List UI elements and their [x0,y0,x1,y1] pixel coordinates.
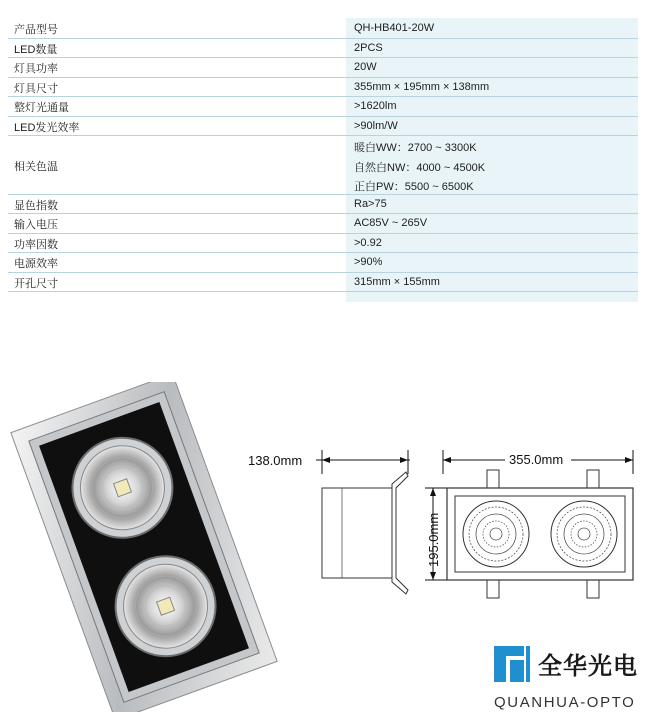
spec-value: 2PCS [354,41,383,54]
spec-label: 功率因数 [14,238,58,251]
spec-label: 灯具功率 [14,63,58,76]
spec-row [8,233,638,254]
spec-label: LED发光效率 [14,121,80,134]
spec-row [8,213,638,234]
spec-row [8,18,638,39]
spec-row [8,194,638,215]
spec-value: >90lm/W [354,119,398,132]
spec-value: 暖白WW：2700 ~ 3300K [354,142,477,154]
height-dimension-label: 195.0mm [426,512,441,567]
spec-value: 20W [354,61,377,73]
spec-label: 开孔尺寸 [14,277,58,290]
spec-label: 输入电压 [14,219,58,232]
product-photo [10,382,278,712]
spec-label: 产品型号 [14,24,58,37]
spec-row [8,135,638,195]
spec-row [8,57,638,78]
front-view-drawing [421,444,643,604]
side-view-drawing [246,444,416,604]
spec-row [8,96,638,117]
spec-label: 灯具尺寸 [14,82,58,95]
spec-value: >0.92 [354,236,382,249]
spec-value: 355mm × 195mm × 138mm [354,80,490,93]
depth-dimension-label: 138.0mm [248,453,303,468]
spec-row [8,272,638,293]
logo-name-cn: 全华光电 [538,652,638,680]
logo-name-en: QUANHUA-OPTO [494,694,636,711]
spec-label: 显色指数 [14,199,58,212]
spec-row [8,77,638,98]
spec-value: 自然白NW：4000 ~ 4500K [354,161,486,174]
spec-value: Ra>75 [354,197,387,210]
brand-logo [492,644,644,712]
spec-value: 315mm × 155mm [354,275,440,288]
spec-value: AC85V ~ 265V [354,217,428,229]
spec-row [8,252,638,273]
spec-value: QH-HB401-20W [354,22,435,34]
spec-label: 电源效率 [14,258,58,271]
spec-row [8,116,638,137]
spec-value: 正白PW：5500 ~ 6500K [354,181,474,193]
spec-label: LED数量 [14,43,58,56]
spec-label: 相关色温 [14,160,58,173]
spec-label: 整灯光通量 [14,102,69,115]
spec-value: >90% [354,256,383,268]
spec-row [8,38,638,59]
width-dimension-label: 355.0mm [509,452,564,467]
spec-value: >1620lm [354,100,397,112]
logo-mark-icon [492,644,532,684]
